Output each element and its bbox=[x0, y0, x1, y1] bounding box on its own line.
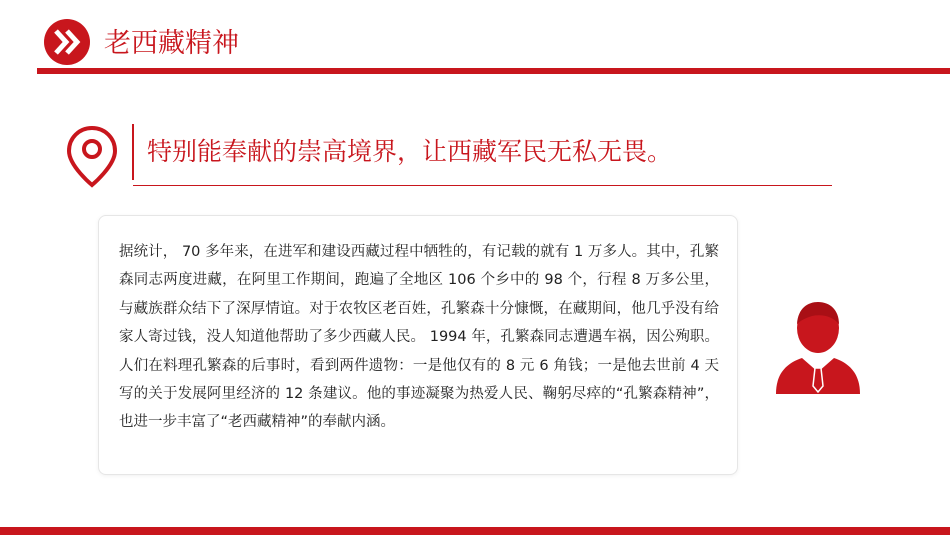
header-divider bbox=[37, 68, 950, 74]
headline-divider bbox=[132, 124, 134, 180]
double-chevron-right-icon bbox=[44, 19, 90, 65]
headline-text: 特别能奉献的崇高境界，让西藏军民无私无畏。 bbox=[147, 137, 673, 166]
footer-bar bbox=[0, 527, 950, 535]
body-paragraph: 据统计， 70 多年来，在进军和建设西藏过程中牺牲的，有记载的就有 1 万多人。其中，孔繁森同志两度进藏，在阿里工作期间，跑遍了全地区 106 个乡中的 98 个，行程 8 万多公里，与藏族群众结下了深厚情谊。对于农牧区老百姓，孔繁森十分慷慨，在藏期间，他几乎没有给家人寄过钱，没人知道他帮助了多少西藏人民。 1994 年，孔繁森同志遭遇车祸，因公殉职。人们在料理孔繁森的后事时，看到两件遗物：一是他仅有的 8 元 6 角钱；一是他去世前 4 天写的关于发展阿里经济的 12 条建议。他的事迹凝聚为热爱人民、鞠躬尽瘁的“孔繁森精神”，也进一步丰富了“老西藏精神”的奉献内涵。 bbox=[119, 244, 719, 431]
headline-underline bbox=[133, 185, 832, 186]
businessman-icon bbox=[772, 298, 864, 402]
text-card bbox=[98, 215, 738, 475]
page-title: 老西藏精神 bbox=[104, 28, 239, 59]
location-pin-icon bbox=[64, 124, 120, 194]
